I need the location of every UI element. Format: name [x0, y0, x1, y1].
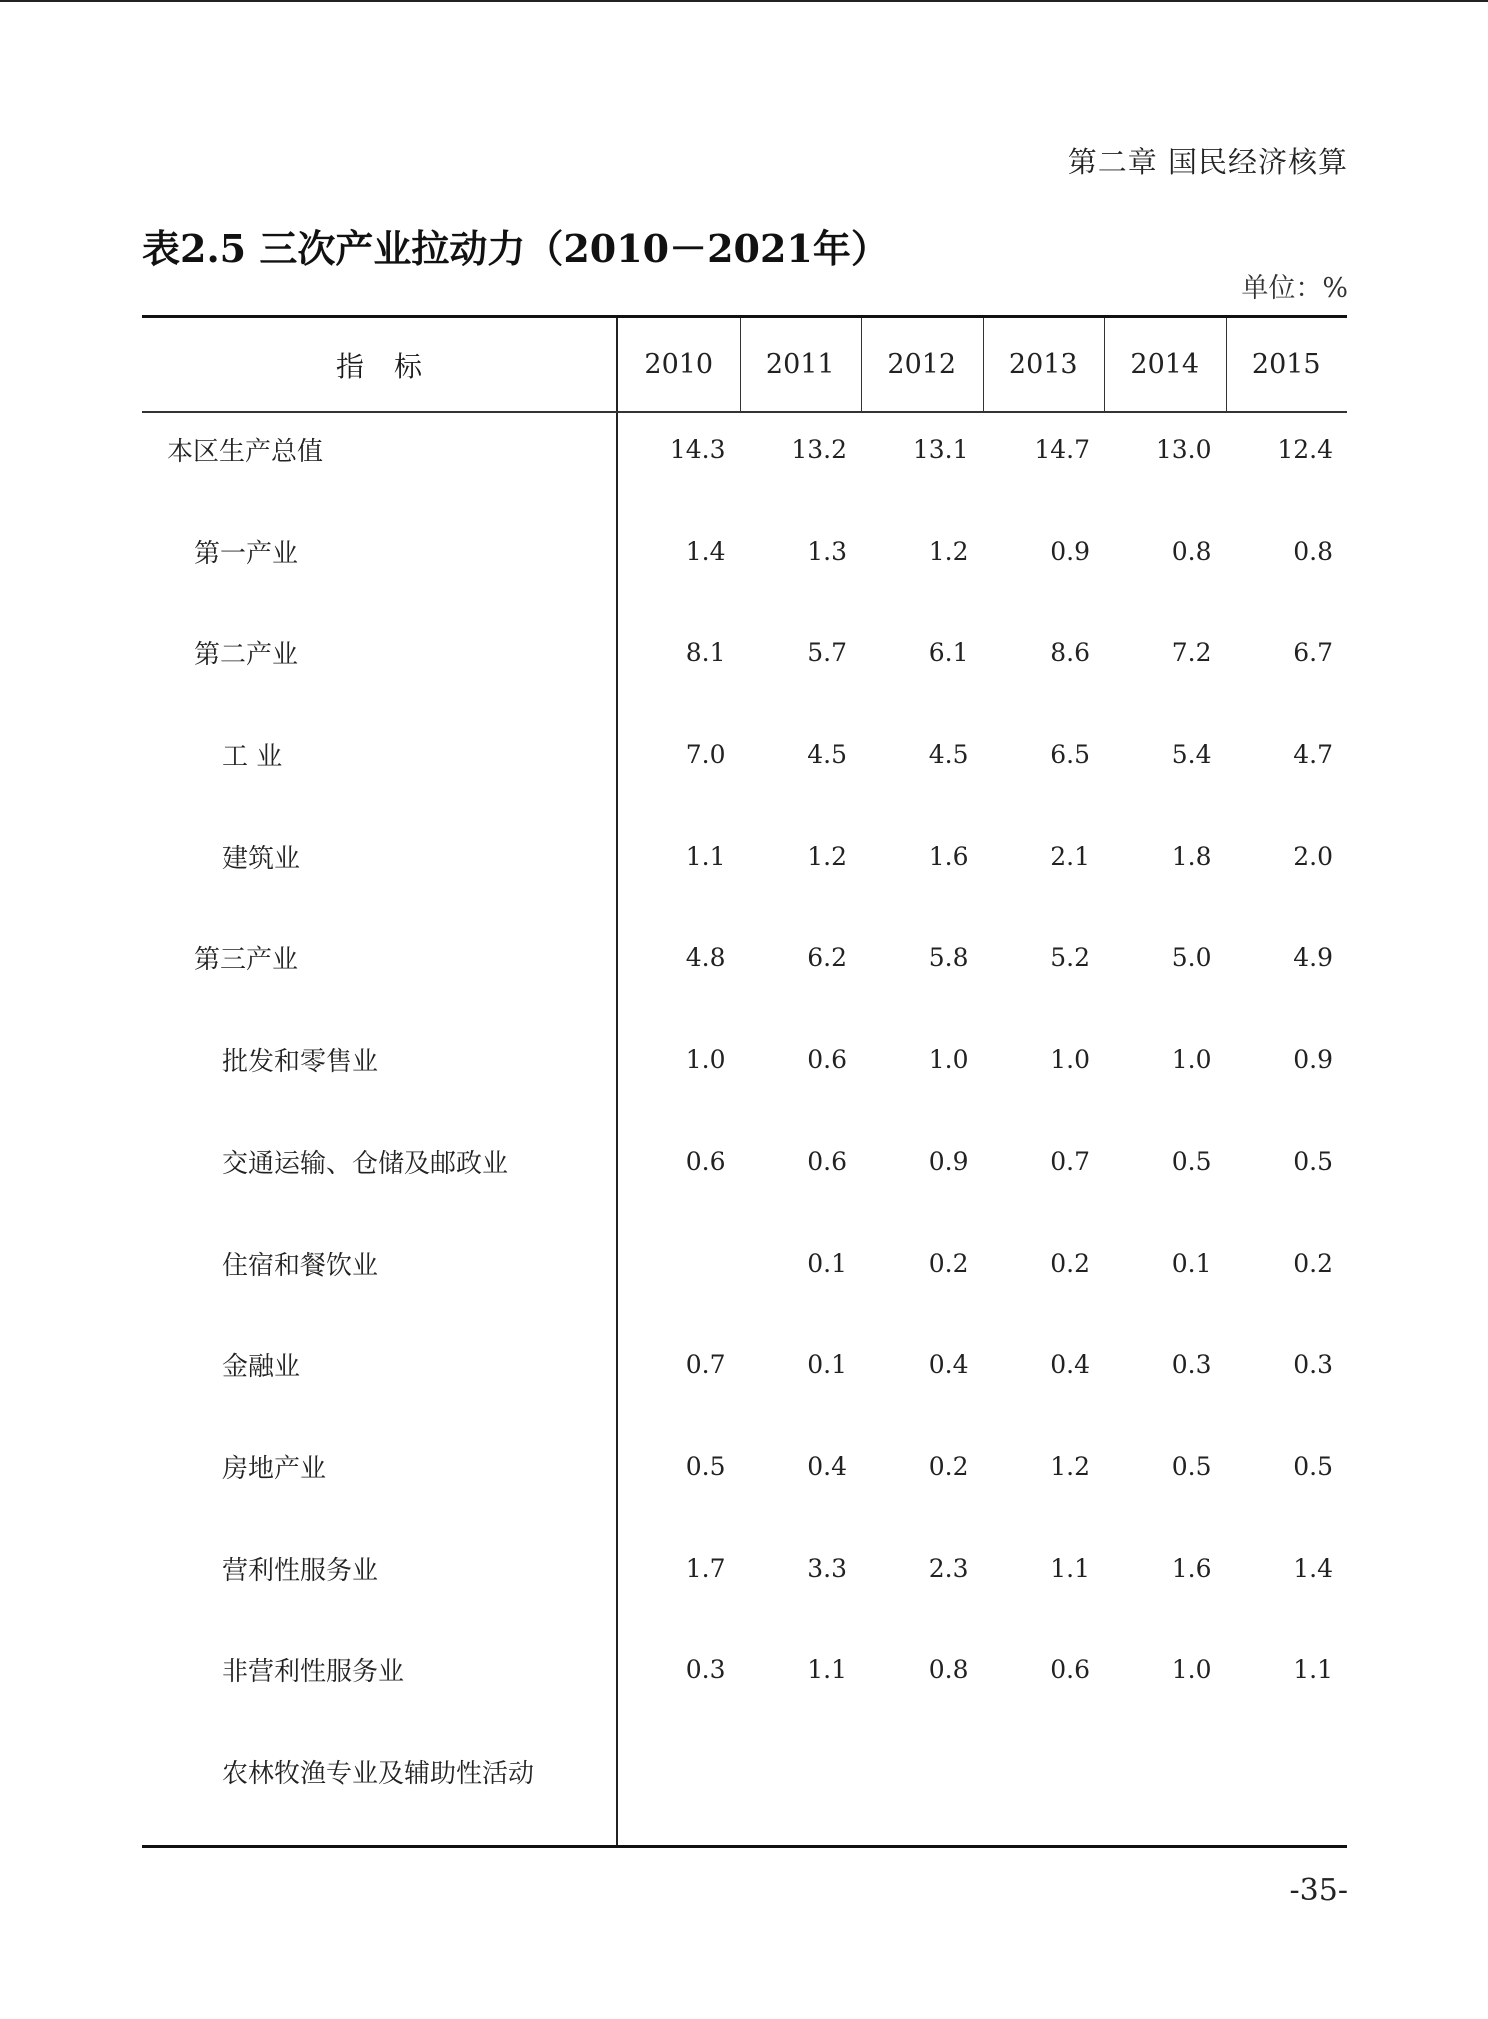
table-row: [142, 413, 1347, 515]
value-cell: 0.4: [807, 1451, 847, 1481]
value-cell: 13.0: [1155, 435, 1212, 464]
value-cell: 0.3: [1293, 1350, 1333, 1380]
value-cell: 6.5: [1050, 740, 1090, 770]
value-cell: 4.8: [685, 943, 726, 973]
value-cell: 1.1: [1293, 1655, 1333, 1685]
page-number: -35-: [1289, 1873, 1348, 1908]
value-cell: 14.3: [669, 435, 726, 464]
value-cell: 0.2: [928, 1248, 969, 1278]
table-row: [142, 718, 1347, 820]
value-cell: 0.9: [928, 1146, 969, 1176]
value-cell: 0.3: [1171, 1350, 1212, 1380]
table-body: [142, 413, 1347, 1837]
value-cell: 0.5: [1293, 1451, 1333, 1481]
value-cell: 6.1: [928, 638, 969, 668]
year-header: 2010: [644, 349, 714, 380]
value-cell: 0.7: [1050, 1146, 1090, 1176]
row-label: 批发和零售业: [222, 1047, 379, 1078]
value-cell: 0.9: [1050, 536, 1090, 566]
header-column-divider: [1104, 318, 1105, 411]
value-cell: 2.1: [1050, 841, 1090, 871]
value-cell: 1.3: [807, 536, 847, 566]
table-title: 表2.5 三次产业拉动力（2010－2021年）: [142, 226, 889, 271]
header-column-divider: [740, 318, 741, 411]
table-row: [142, 616, 1347, 718]
value-cell: 0.5: [1171, 1451, 1212, 1481]
value-cell: 1.2: [1050, 1451, 1090, 1481]
value-cell: 0.5: [1293, 1146, 1333, 1176]
row-label: 住宿和餐饮业: [222, 1250, 379, 1281]
value-cell: 12.4: [1277, 435, 1333, 464]
value-cell: 1.1: [685, 841, 726, 871]
table-row: [142, 1125, 1347, 1227]
table-row: [142, 1227, 1347, 1329]
value-cell: 8.1: [685, 638, 726, 668]
table-row: [142, 820, 1347, 922]
value-cell: 0.8: [1293, 536, 1333, 566]
value-cell: 5.4: [1171, 740, 1212, 770]
value-cell: 0.5: [1171, 1146, 1212, 1176]
value-cell: 1.7: [685, 1553, 726, 1583]
year-header: 2011: [765, 349, 835, 380]
header-column-divider: [1226, 318, 1227, 411]
table-row: [142, 1735, 1347, 1837]
value-cell: 4.7: [1293, 740, 1333, 770]
value-cell: 1.0: [1171, 1655, 1212, 1685]
value-cell: 0.3: [685, 1655, 726, 1685]
value-cell: 2.0: [1293, 841, 1333, 871]
value-cell: 0.2: [1050, 1248, 1090, 1278]
value-cell: 4.5: [807, 740, 847, 770]
value-cell: 5.2: [1050, 943, 1090, 973]
value-cell: 1.1: [1050, 1553, 1090, 1583]
value-cell: 0.9: [1293, 1045, 1333, 1075]
value-cell: 1.6: [1171, 1553, 1212, 1583]
value-cell: 1.0: [685, 1045, 726, 1075]
indicator-header: 指标: [335, 349, 452, 383]
value-cell: 1.2: [807, 841, 847, 871]
year-header: 2013: [1008, 349, 1078, 380]
table-row: [142, 1430, 1347, 1532]
year-header: 2012: [887, 349, 957, 380]
value-cell: 0.7: [685, 1350, 726, 1380]
row-label: 第一产业: [194, 538, 299, 569]
value-cell: 1.4: [685, 536, 726, 566]
value-cell: 1.0: [1171, 1045, 1212, 1075]
value-cell: 7.2: [1171, 638, 1212, 668]
page-top-border: [0, 0, 1488, 2]
value-cell: 6.7: [1293, 638, 1333, 668]
value-cell: 0.5: [685, 1451, 726, 1481]
table-row: [142, 1328, 1347, 1430]
value-cell: 7.0: [685, 740, 726, 770]
value-cell: 0.8: [1171, 536, 1212, 566]
value-cell: 3.3: [807, 1553, 847, 1583]
row-label: 农林牧渔专业及辅助性活动: [222, 1758, 535, 1789]
data-table: [142, 315, 1347, 1848]
value-cell: 13.1: [912, 435, 969, 464]
value-cell: 1.6: [928, 841, 969, 871]
row-label: 交通运输、仓储及邮政业: [222, 1148, 509, 1179]
value-cell: 1.4: [1293, 1553, 1333, 1583]
value-cell: 0.4: [928, 1350, 969, 1380]
row-label: 工 业: [222, 742, 283, 773]
value-cell: 1.0: [928, 1045, 969, 1075]
table-row: [142, 921, 1347, 1023]
value-cell: 2.3: [928, 1553, 969, 1583]
row-label: 本区生产总值: [167, 437, 324, 467]
row-label: 非营利性服务业: [222, 1657, 405, 1688]
value-cell: 8.6: [1050, 638, 1090, 668]
value-cell: 5.7: [807, 638, 847, 668]
table-row: [142, 1633, 1347, 1735]
chapter-header: 第二章 国民经济核算: [1067, 145, 1348, 179]
table-row: [142, 1023, 1347, 1125]
value-cell: 1.1: [807, 1655, 847, 1685]
row-label: 建筑业: [222, 843, 301, 874]
value-cell: 0.6: [685, 1146, 726, 1176]
value-cell: 1.2: [928, 536, 969, 566]
table-row: [142, 515, 1347, 617]
value-cell: 13.2: [791, 435, 847, 464]
value-cell: 1.8: [1171, 841, 1212, 871]
value-cell: 0.1: [1171, 1248, 1212, 1278]
year-header: 2014: [1130, 349, 1200, 380]
value-cell: 1.0: [1050, 1045, 1090, 1075]
value-cell: 0.6: [807, 1045, 847, 1075]
value-cell: 14.7: [1034, 435, 1090, 464]
value-cell: 0.6: [807, 1146, 847, 1176]
value-cell: 0.4: [1050, 1350, 1090, 1380]
value-cell: 5.0: [1171, 943, 1212, 973]
row-label: 房地产业: [222, 1453, 327, 1484]
header-column-divider: [983, 318, 984, 411]
header-column-divider: [861, 318, 862, 411]
value-cell: 6.2: [807, 943, 847, 973]
table-row: [142, 1532, 1347, 1634]
value-cell: 4.9: [1293, 943, 1333, 973]
value-cell: 0.1: [807, 1248, 847, 1278]
value-cell: 4.5: [928, 740, 969, 770]
year-header: 2015: [1251, 349, 1321, 380]
unit-label: 单位：%: [1241, 273, 1348, 304]
value-cell: 0.8: [928, 1655, 969, 1685]
table-header-row: [142, 318, 1347, 413]
value-cell: 0.6: [1050, 1655, 1090, 1685]
value-cell: 0.2: [1293, 1248, 1333, 1278]
row-label: 金融业: [222, 1352, 301, 1383]
value-cell: 0.2: [928, 1451, 969, 1481]
row-label: 营利性服务业: [222, 1555, 379, 1586]
row-label: 第二产业: [194, 640, 299, 671]
value-cell: 5.8: [928, 943, 969, 973]
row-label: 第三产业: [194, 945, 299, 976]
value-cell: 0.1: [807, 1350, 847, 1380]
